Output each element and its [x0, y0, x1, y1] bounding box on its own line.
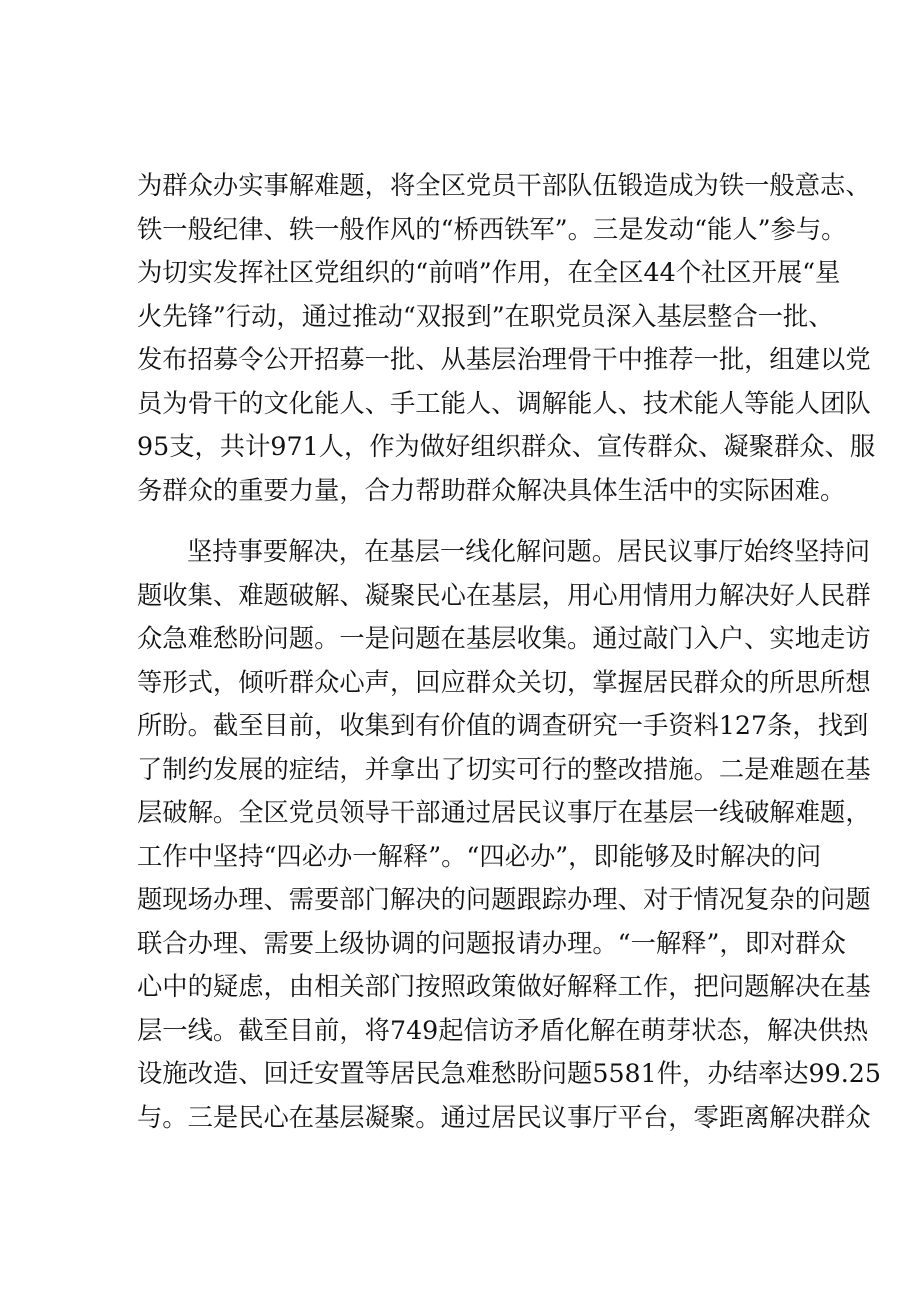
- text-line: 心中的疑虑，由相关部门按照政策做好解释工作，把问题解决在基: [137, 972, 871, 1001]
- text-line: 坚持事要解决，在基层一线化解问题。居民议事厅始终坚持问: [187, 537, 871, 566]
- document-body: [137, 168, 881, 1143]
- paragraph-spacer: [137, 516, 799, 534]
- text-line: 务群众的重要力量，合力帮助群众解决具体生活中的实际困难。: [137, 475, 846, 505]
- text-line: 众急难愁盼问题。一是问题在基层收集。通过敲门入户、实地走访: [137, 624, 871, 653]
- text-line: 所盼。截至目前，收集到有价值的调查研究一手资料127条，找到: [137, 711, 869, 740]
- text-line: 95支，共计971人，作为做好组织群众、宣传群众、凝聚群众、服: [137, 432, 876, 461]
- paragraph-1: [137, 168, 876, 509]
- text-line: 题现场办理、需要部门解决的问题跟踪办理、对于情况复杂的问题: [137, 885, 871, 914]
- text-line: 铁一般纪律、轶一般作风的“桥西铁军”。三是发动“能人”参与。: [137, 214, 847, 244]
- text-line: 为切实发挥社区党组织的“前哨”作用，在全区44个社区开展“星: [137, 258, 841, 287]
- text-line: 题收集、难题破解、凝聚民心在基层，用心用情用力解决好人民群: [137, 580, 871, 610]
- text-line: 层破解。全区党员领导干部通过居民议事厅在基层一线破解难题，: [137, 798, 871, 827]
- text-line: 火先锋”行动，通过推动“双报到”在职党员深入基层整合一批、: [137, 301, 834, 331]
- paragraph-2: [137, 534, 881, 1136]
- text-line: 工作中坚持“四必办一解释”。“四必办”，即能够及时解决的问: [137, 841, 822, 871]
- text-line: 了制约发展的症结，并拿出了切实可行的整改措施。二是难题在基: [137, 754, 871, 784]
- text-line: 联合办理、需要上级协调的问题报请办理。“一解释”，即对群众: [137, 928, 846, 958]
- text-line: 等形式，倾听群众心声，回应群众关切，掌握居民群众的所思所想: [137, 667, 871, 697]
- text-line: 层一线。截至目前，将749起信访矛盾化解在萌芽状态，解决供热: [137, 1015, 869, 1045]
- text-line: 员为骨干的文化能人、手工能人、调解能人、技术能人等能人团队: [137, 388, 871, 418]
- text-line: 设施改造、回迁安置等居民急难愁盼问题5581件，办结率达99.25: [137, 1059, 881, 1088]
- text-line: 发布招募令公开招募一批、从基层治理骨干中推荐一批，组建以党: [137, 345, 871, 374]
- text-line: 与。三是民心在基层凝聚。通过居民议事厅平台，零距离解决群众: [137, 1102, 871, 1132]
- text-line: 为群众办实事解难题，将全区党员干部队伍锻造成为铁一般意志、: [137, 171, 871, 200]
